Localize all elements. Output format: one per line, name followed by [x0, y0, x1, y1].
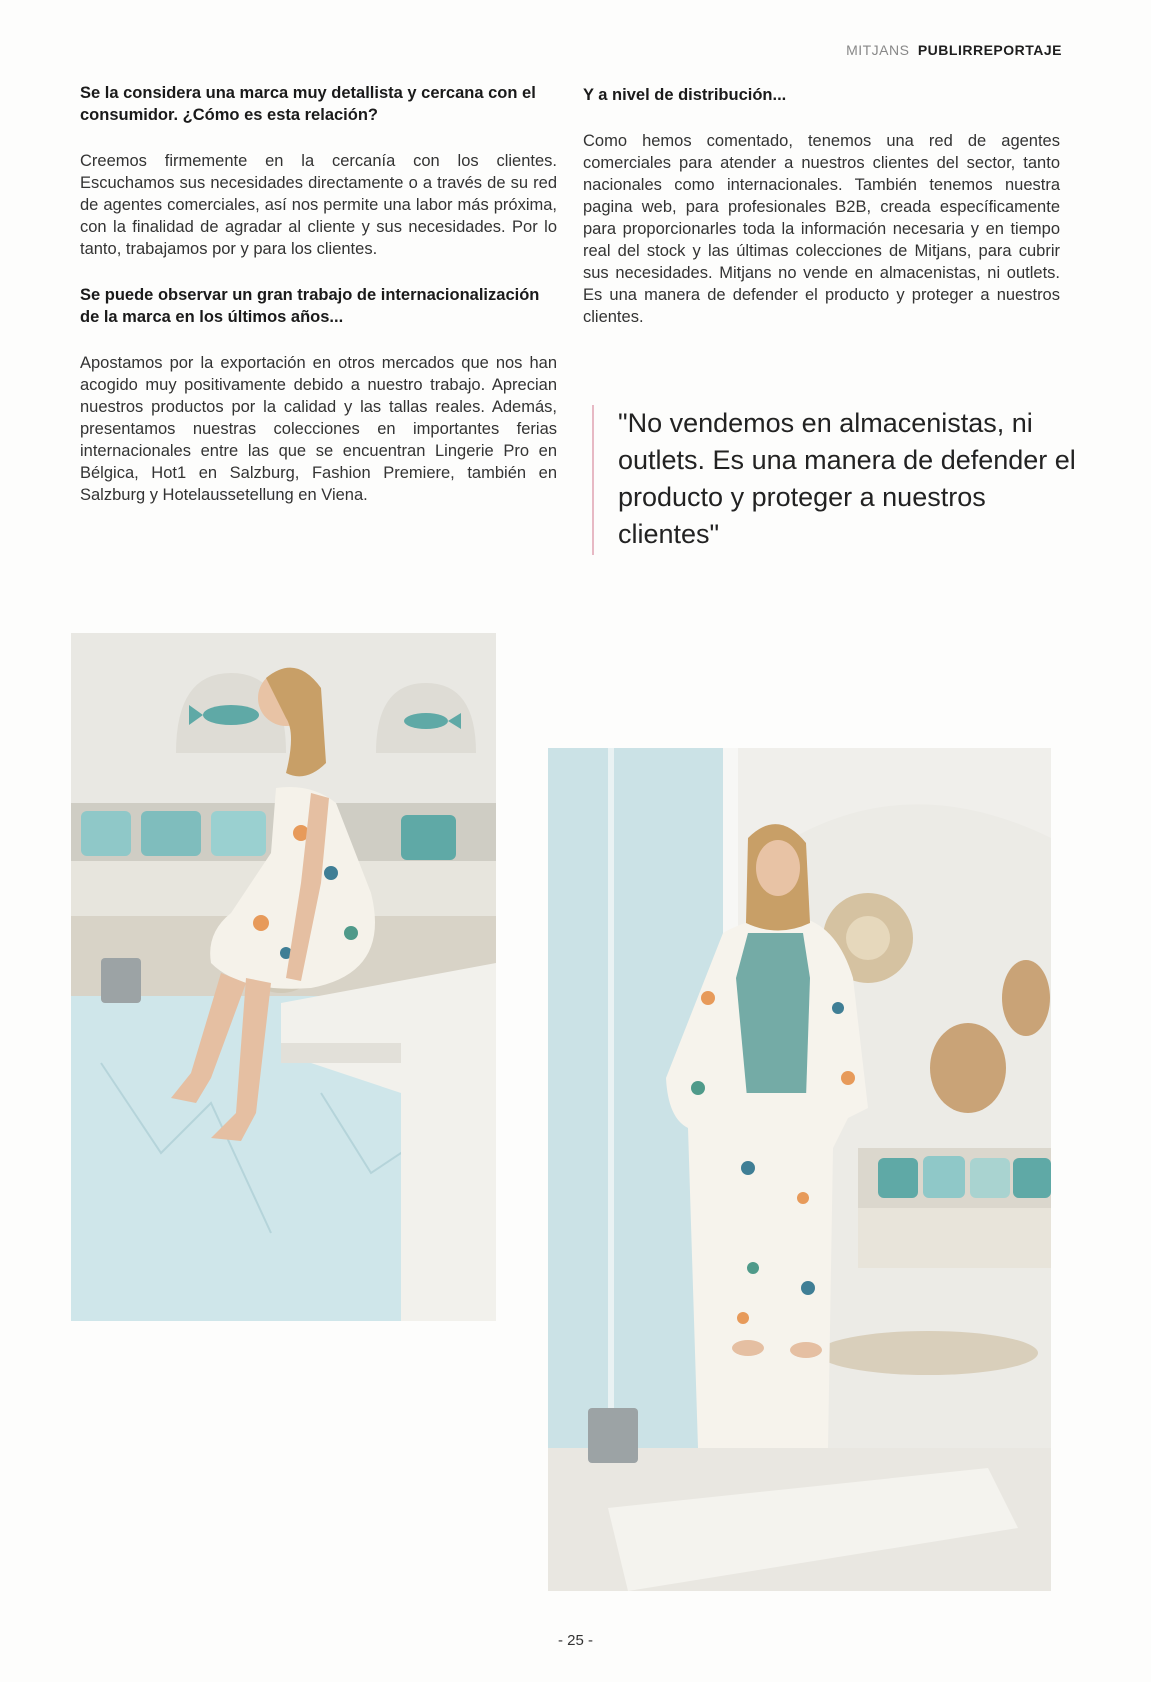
page-number: - 25 - — [557, 1632, 593, 1649]
left-column — [80, 82, 557, 530]
photo-woman-sitting-by-pool — [71, 633, 496, 1321]
pull-quote: "No vendemos en almacenistas, ni outlets. Es una manera de defender el producto y proteger a nuestros clientes" — [592, 405, 1088, 555]
answer-paragraph: Como hemos comentado, tenemos una red de agentes comerciales para atender a nuestros clientes del sector, tanto nacionales como internacionales. También tenemos nuestra pagina web, para profesionales B2B, creada específicamente para proporcionarles toda la información necesaria y en tiempo real del stock y las últimas colecciones de Mitjans, para cubrir sus necesidades. Mitjans no vende en almacenistas, ni outlets. Es una manera de defender el producto y proteger a nuestros clientes. — [583, 132, 1060, 326]
right-column — [583, 84, 1060, 352]
answer-paragraph: Apostamos por la exportación en otros mercados que nos han acogido muy positivamente debido a nuestro trabajo. Aprecian nuestros productos por la calidad y las tallas reales. Además, presentamos nuestras colecciones en importantes ferias internacionales entre las que se encuentran Lingerie Pro en Bélgica, Hot1 en Salzburg, Fashion Premiere, también en Salzburg y Hotelaussetellung en Viena. — [80, 354, 557, 504]
question-heading: Se la considera una marca muy detallista y cercana con el consumidor. ¿Cómo es esta relación? — [80, 84, 536, 124]
running-header — [846, 42, 1062, 58]
question-heading: Se puede observar un gran trabajo de internacionalización de la marca en los últimos años... — [80, 286, 540, 326]
header-brand: MITJANS — [846, 42, 910, 58]
question-heading: Y a nivel de distribución... — [583, 86, 787, 104]
photo-woman-standing-in-pyjamas — [548, 748, 1051, 1591]
header-section: PUBLIRREPORTAJE — [917, 42, 1062, 58]
answer-paragraph: Creemos firmemente en la cercanía con los clientes. Escuchamos sus necesidades directamente o a través de su red de agentes comerciales, así nos permite una labor más próxima, con la finalidad de agradar al cliente y sus necesidades. Por lo tanto, trabajamos por y para los clientes. — [80, 152, 557, 258]
